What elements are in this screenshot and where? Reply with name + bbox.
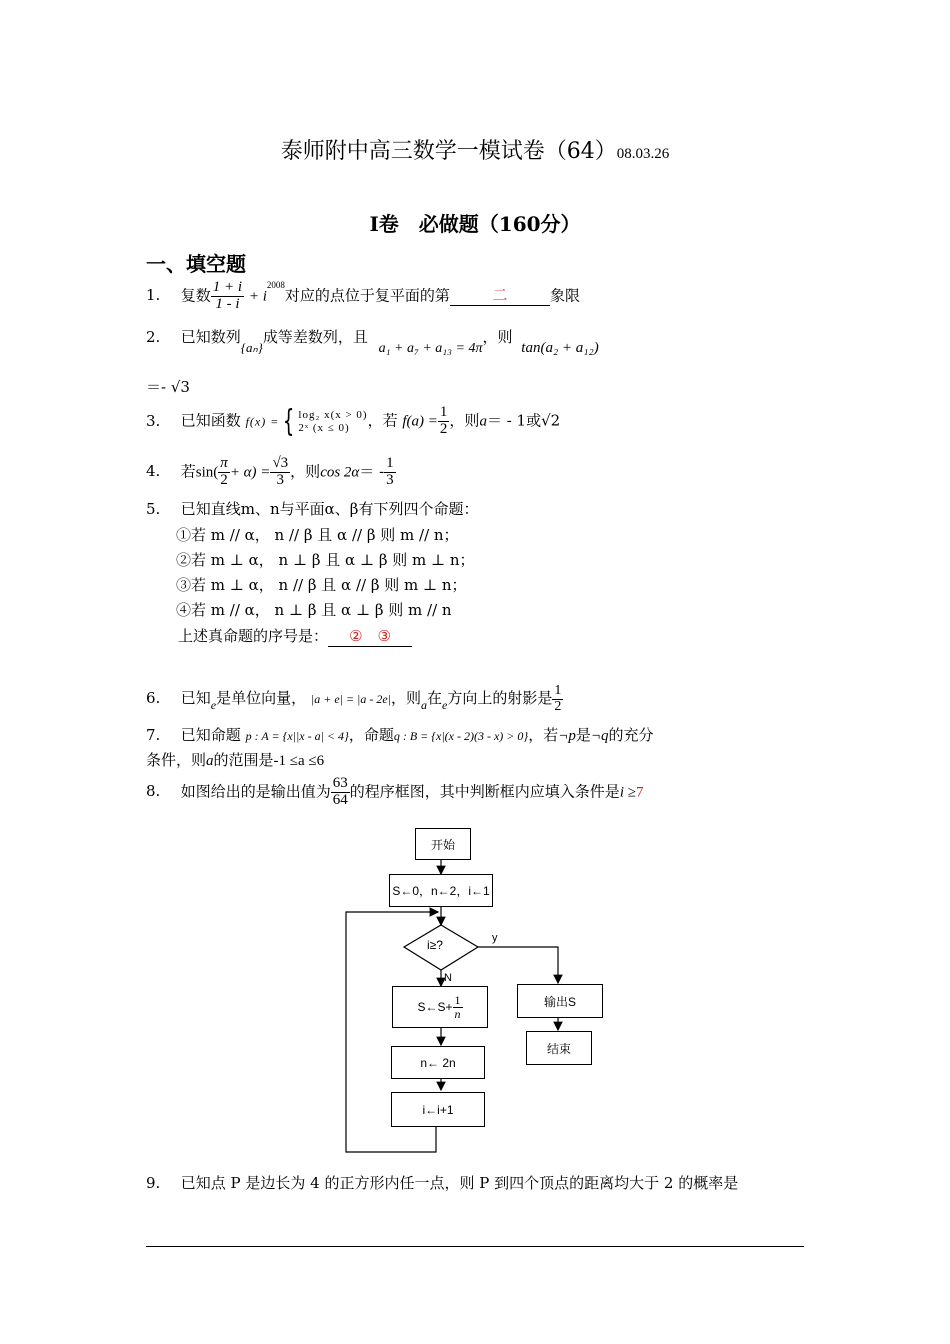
decision-label: i≥? [427,938,443,952]
start-node: 开始 [415,828,471,860]
q3-function: f(x) = [245,414,280,429]
q1-term: + i [248,288,267,305]
q5-ask: 上述真命题的序号是： ② ③ [178,625,412,647]
section-heading: 一、填空题 [146,252,246,276]
q2-sequence: {aₙ} [240,340,263,355]
exam-date: 08.03.26 [616,146,670,162]
init-node: S←0，n←2，i←1 [389,874,493,907]
q7-line-2: 条件，则a的范围是-1 ≤a ≤6 [146,751,325,769]
q8-answer: 7 [635,784,644,801]
q2-expression: tan(a₂ + a₁₂) [521,340,599,356]
question-7: 7. 已知命题 p : A = {x||x - a| < 4}，命题q : B = {x|(x - 2)(3 - x) > 0}，若¬p是¬q的充分 [146,726,654,744]
q5-item: ④若 m // α， n ⊥ β 且 α ⊥ β 则 m // n [176,601,452,619]
question-1: 1. 复数 $\frac{1 + i}{1 - i}$ + $i^{2008}$对应的点位于复平面的第 二 象限 [146,279,580,312]
q2-condition: a₁ + a₇ + a₁₃ = 4π [378,341,483,356]
part-heading: I卷 必做题（160分） [369,212,581,236]
q7-proposition-p: p : A = {x||x - a| < 4} [245,729,349,743]
end-node: 结束 [526,1031,592,1065]
q3-answer: ＝ - 1或√2 [486,411,561,430]
question-4: 4. 若sin( $\frac{\pi}{2}$ + α) = $\frac{√3}{3}$ ，则cos 2α＝ - $\frac{1}{3}$ [146,455,394,488]
q5-item: ③若 m ⊥ α， n // β 且 α // β 则 m ⊥ n； [176,576,467,594]
update-s-node: S←S+ $\frac{1}{n}$ [392,986,488,1028]
q4-answer: $\frac{1}{3}$ [386,455,394,488]
update-n-node: n← 2n [391,1046,485,1079]
q2-answer: ＝- √3 [146,378,190,396]
q5-item: ①若 m // α， n // β 且 α // β 则 m // n； [176,526,459,544]
q1-text: 复数 [180,286,211,305]
q5-intro: 已知直线m、n与平面α、β有下列四个命题： [180,500,479,518]
piecewise-brace: { [283,404,295,439]
page-footer-rule [146,1246,804,1247]
question-3: 3. 已知函数 f(x) = { log₂ x(x > 0) 2ˣ (x ≤ 0) ，若 f(a) = $\frac{1}{2}$ ，则a＝ - 1或√2 [146,404,561,439]
update-i-node: i←i+1 [391,1092,485,1127]
q6-answer: $\frac{1}{2}$ [554,683,562,714]
vector-e: e [210,698,217,713]
q1-exponent: 2008 [266,280,285,290]
question-6: 6. 已知$_e$是单位向量， |a + e| = |a - 2e|，则$_a$在$_e$方向上的射影是 $\frac{1}{2}$ [146,683,562,714]
q1-fraction: $\frac{1 + i}{1 - i}$ [212,279,243,312]
output-node: 输出S [517,984,603,1018]
q1-answer: 二 [450,284,550,306]
title-text: 泰师附中高三数学一模试卷（64） [280,139,617,164]
question-5: 5. 已知直线m、n与平面α、β有下列四个命题： [146,500,479,518]
no-label: N [444,972,452,984]
q5-answer: ② ③ [328,625,412,647]
question-9: 9. 已知点 P 是边长为 4 的正方形内任一点，则 P 到四个顶点的距离均大于 2 的概率是 [146,1174,739,1192]
yes-label: y [492,932,498,944]
q3-piecewise: log₂ x(x > 0) 2ˣ (x ≤ 0) [298,408,368,434]
q5-item: ②若 m ⊥ α， n ⊥ β 且 α ⊥ β 则 m ⊥ n； [176,551,475,569]
q7-answer: -1 ≤a ≤6 [273,753,325,769]
q6-condition: |a + e| = |a - 2e| [310,692,391,707]
question-8: 8. 如图给出的是输出值为 $\frac{63}{64}$ 的程序框图，其中判断框内应填入条件是i ≥7 [146,775,644,808]
question-2: 2. 已知数列{aₙ}成等差数列，且 a₁ + a₇ + a₁₃ = 4π，则 tan(a₂ + a₁₂) [146,328,599,356]
q1-number: 1. [146,286,161,305]
q7-proposition-q: q : B = {x|(x - 2)(3 - x) > 0} [393,729,529,743]
